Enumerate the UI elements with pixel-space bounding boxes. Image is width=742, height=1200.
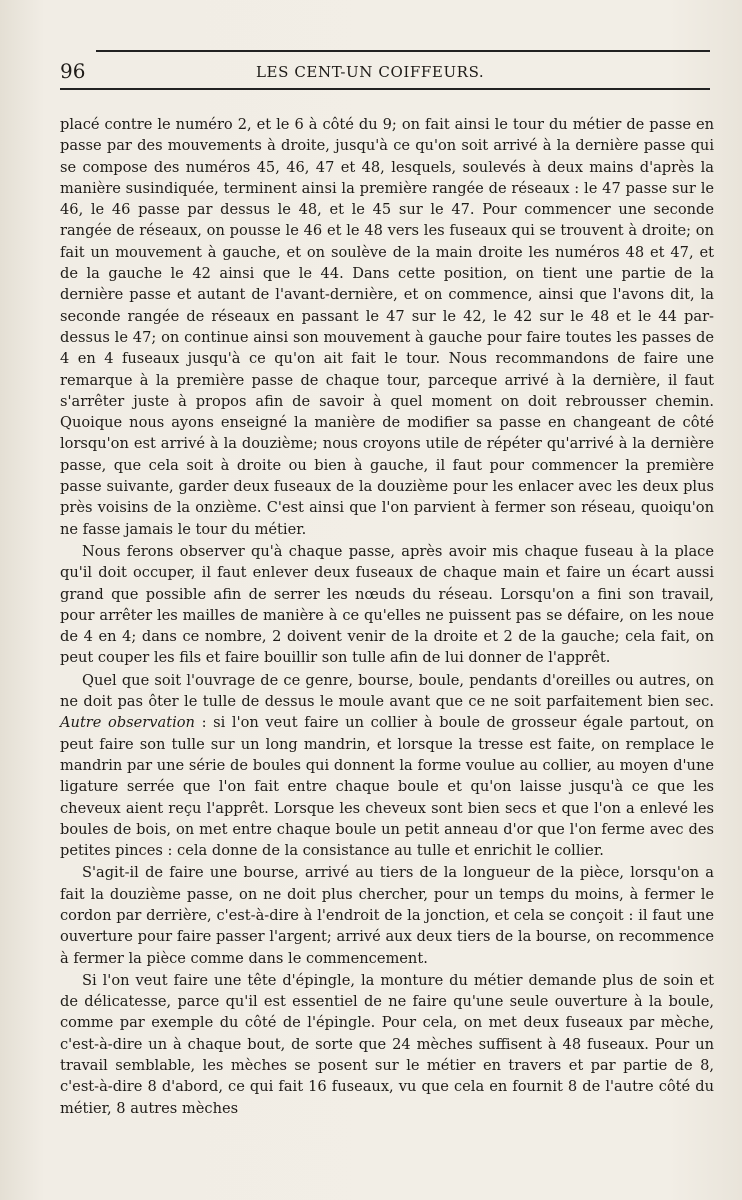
top-rule [96,50,710,52]
paragraph-1: placé contre le numéro 2, et le 6 à côté du 9; on fait ainsi le tour du métier de passe en passe par des mouvements à droite, jusqu'à ce qu'on soit arrivé à la dernière passe qui se compose des numéros 45, 46, 47 et 48, lesquels, soulevés à deux mains d'après la manière susindiquée, terminent ainsi la première rangée de réseaux : le 47 passe sur le 46, le 46 passe par dessus le 48, et le 45 sur le 47. Pour commencer une seconde rangée de réseaux, on pousse le 46 et le 48 vers les fuseaux qui se trouvent à droite; on fait un mouvement à gauche, et on soulève de la main droite les numéros 48 et 47, et de la gauche le 42 ainsi que le 44. Dans cette position, on tient une partie de la dernière passe et autant de l'avant-dernière, et on commence, ainsi que l'avons dit, la seconde rangée de réseaux en passant le 47 sur le 42, le 42 sur le 48 et le 44 par-dessus le 47; on continue ainsi son mouvement à gauche pour faire toutes les passes de 4 en 4 fuseaux jusqu'à ce qu'on ait fait le tour. Nous recommandons de faire une remarque à la première passe de chaque tour, parceque arrivé à la dernière, il faut s'arrêter juste à propos afin de savoir à quel moment on doit rebrousser chemin. Quoique nous ayons enseigné la manière de modifier sa passe en changeant de côté lorsqu'on est arrivé à la douzième; nous croyons utile de répéter qu'arrivé à la dernière passe, que cela soit à droite ou bien à gauche, il faut pour commencer la première passe suivante, garder deux fuseaux de la douzième pour les enlacer avec les deux plus près voisins de la onzième. C'est ainsi que l'on parvient à fermer son réseau, quoiqu'on ne fasse jamais le tour du métier. [60,116,714,538]
page-number: 96 [60,59,86,83]
paragraph-3-italic: Autre observation [60,714,195,732]
paragraph-5: Si l'on veut faire une tête d'épingle, la monture du métier demande plus de soin et de délicatesse, parce qu'il est essentiel de ne faire qu'une seule ouverture à la boule, comme par exemple du côté de l'épingle. Pour cela, on met deux fuseaux par mèche, c'est-à-dire un à chaque bout, de sorte que 24 mèches suffisent à 48 fuseaux. Pour un travail semblable, les mèches se posent sur le métier en travers et par partie de 8, c'est-à-dire 8 d'abord, ce qui fait 16 fuseaux, vu que cela en fournit 8 de l'autre côté du métier, 8 autres mèches [60,971,714,1117]
paragraph-4: S'agit-il de faire une bourse, arrivé au tiers de la longueur de la pièce, lorsqu'on a fait la douzième passe, on ne doit plus chercher, pour un temps du moins, à fermer le cordon par derrière, c'est-à-dire à l'endroit de la jonction, et cela se conçoit : il faut une ouverture pour faire passer l'argent; arrivé aux deux tiers de la bourse, on recommence à fermer la pièce comme dans le commencement. [60,864,714,967]
paragraph-2: Nous ferons observer qu'à chaque passe, après avoir mis chaque fuseau à la place qu'il doit occuper, il faut enlever deux fuseaux de chaque main et faire un écart aussi grand que possible afin de serrer les nœuds du réseau. Lorsqu'on a fini son travail, pour arrêter les mailles de manière à ce qu'elles ne puissent pas se défaire, on les noue de 4 en 4; dans ce nombre, 2 doivent venir de la droite et 2 de la gauche; cela fait, on peut couper les fils et faire bouillir son tulle afin de lui donner de l'apprêt. [60,542,714,667]
page-header [0,58,742,86]
header-rule [60,88,710,90]
paragraph-3-text-a: Quel que soit l'ouvrage de ce genre, bourse, boule, pendants d'oreilles ou autres, on ne doit pas ôter le tulle de dessus le moule avant que ce ne soit parfaitement bien sec. [60,671,714,711]
body-text [60,114,714,1119]
paragraph-3-text-b: : si l'on veut faire un collier à boule de grosseur égale partout, on peut faire son tulle sur un long mandrin, et lorsque la tresse est faite, on remplace le mandrin par une série de boules qui donnent la forme voulue au collier, au moyen d'une ligature serrée que l'on fait entre chaque boule et qu'on laisse jusqu'à ce que les cheveux aient reçu l'apprêt. Lorsque les cheveux sont bien secs et que l'on a enlevé les boules de bois, on met entre chaque boule un petit anneau d'or que l'on ferme avec des petites pinces : cela donne de la consistance au tulle et enrichit le collier. [60,714,715,860]
paragraph-3 [60,670,714,862]
running-title: LES CENT-UN COIFFEURS. [256,63,485,81]
